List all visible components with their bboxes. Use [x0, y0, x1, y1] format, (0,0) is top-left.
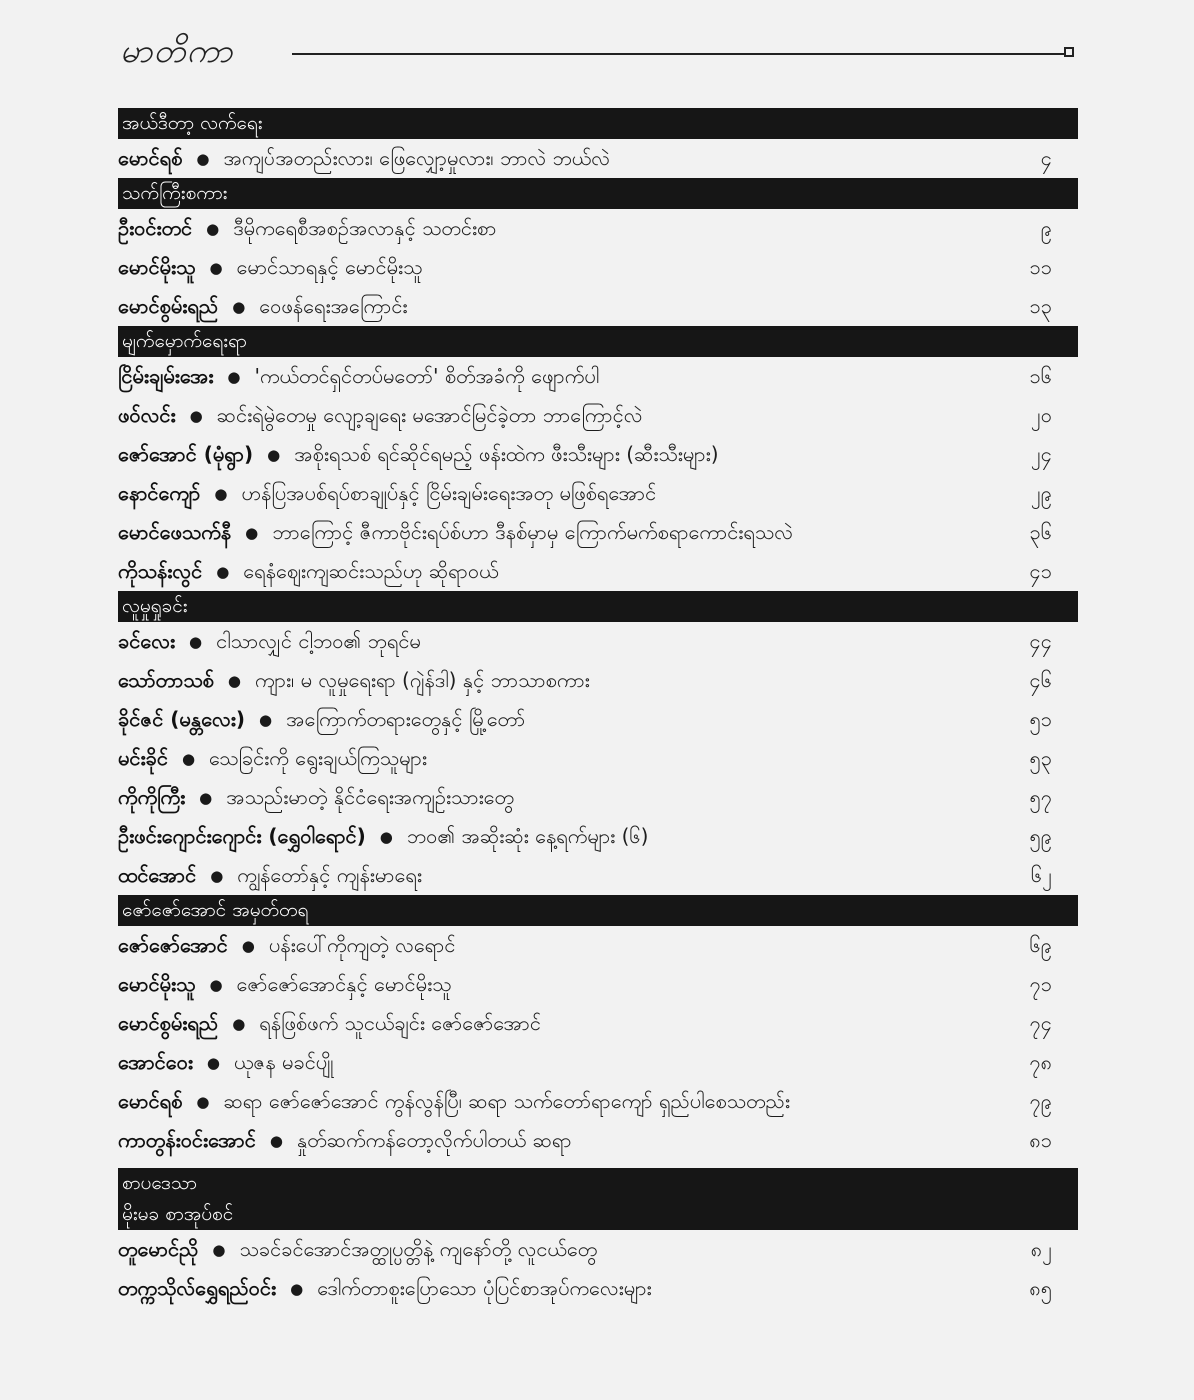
toc-entry[interactable] [118, 209, 1078, 248]
entry-author: ဇော်အောင် (မုံရွာ) [118, 442, 254, 466]
toc-entry[interactable] [118, 513, 1078, 552]
toc-entry[interactable] [118, 1230, 1078, 1269]
entry-page-number: ၈၂ [1030, 1237, 1052, 1261]
entry-title: ဆင်းရဲမွဲတေမှု လျော့ချရေး မအောင်မြင်ခဲ့တာ ဘာကြောင့်လဲ [216, 403, 643, 427]
entry-page-number: ၇၄ [1029, 1011, 1052, 1035]
entry-page-number: ၇၈ [1029, 1050, 1052, 1074]
entry-author: မောင်ရစ် [118, 146, 183, 170]
entry-author: မောင်မိုးသူ [118, 972, 196, 996]
bullet-icon: ● [209, 976, 223, 994]
entry-title: ငါသာလျှင် ငါ့ဘဝ၏ ဘုရင်မ [216, 629, 421, 653]
entry-page-number: ၅၉ [1029, 824, 1052, 848]
bullet-icon: ● [196, 150, 210, 168]
entry-title: ဝေဖန်ရေးအကြောင်း [259, 294, 408, 318]
toc-entry[interactable] [118, 1004, 1078, 1043]
entry-author: မောင်မိုးသူ [118, 255, 196, 279]
entry-title: ပန်းပေါ်ကိုကျတဲ့ လရောင် [268, 933, 456, 957]
bullet-icon: ● [210, 867, 224, 885]
entry-author: မောင်ဖေသက်နီ [118, 520, 232, 544]
toc-entry[interactable] [118, 396, 1078, 435]
toc-header [120, 26, 1076, 76]
entry-title: ဇော်ဇော်အောင်နှင့် မောင်မိုးသူ [236, 972, 452, 996]
toc-list [118, 108, 1078, 1308]
toc-entry[interactable] [118, 739, 1078, 778]
entry-title: ဆရာ ဇော်ဇော်အောင် ကွန်လွန်ပြီ၊ ဆရာ သက်တော်ရာကျော် ရှည်ပါစေသတည်း [223, 1089, 790, 1113]
entry-author: ခိုင်ဇင် (မန္တလေး) [118, 707, 246, 731]
entry-title: ရန်ဖြစ်ဖက် သူငယ်ချင်း ဇော်ဇော်အောင် [259, 1011, 541, 1035]
bullet-icon: ● [206, 220, 220, 238]
entry-title: အကြောက်တရားတွေနှင့် မြို့တော် [286, 707, 526, 731]
bullet-icon: ● [189, 407, 203, 425]
entry-title: ဒီမိုကရေစီအစဉ်အလာနှင့် သတင်းစာ [233, 216, 497, 240]
toc-entry[interactable] [118, 856, 1078, 895]
entry-author: မင်းခိုင် [118, 746, 168, 770]
entry-page-number: ၈၁ [1029, 1128, 1052, 1152]
section-header: လူမှုရှုခင်း [118, 591, 1078, 622]
toc-entry[interactable] [118, 552, 1078, 591]
entry-title: ဘဝ၏ အဆိုးဆုံး နေ့ရက်များ (၆) [406, 824, 649, 848]
entry-author: ခင်လေး [118, 629, 176, 653]
entry-page-number: ၄၄ [1029, 629, 1052, 653]
entry-author: မောင်ရစ် [118, 1089, 183, 1113]
toc-entry[interactable] [118, 965, 1078, 1004]
page-title: မာတိကာ [120, 31, 234, 70]
toc-entry[interactable] [118, 1043, 1078, 1082]
entry-title: မောင်သာရနှင့် မောင်မိုးသူ [236, 255, 423, 279]
entry-page-number: ၂၄ [1030, 442, 1052, 466]
section-header: သက်ကြီးစကား [118, 178, 1078, 209]
entry-author: တူမောင်ညို [118, 1237, 199, 1261]
bullet-icon: ● [212, 1241, 226, 1259]
title-rule [292, 53, 1064, 55]
bullet-icon: ● [269, 1132, 283, 1150]
entry-page-number: ၁၁ [1029, 255, 1052, 279]
entry-page-number: ၂၀ [1030, 403, 1052, 427]
entry-page-number: ၅၇ [1029, 785, 1052, 809]
bullet-icon: ● [245, 524, 259, 542]
entry-author: ထင်အောင် [118, 863, 197, 887]
entry-page-number: ၅၁ [1029, 707, 1052, 731]
entry-author: သော်တာသစ် [118, 668, 214, 692]
entry-title: အသည်းမာတဲ့ နိုင်ငံရေးအကျဉ်းသားတွေ [226, 785, 515, 809]
entry-author: ဇော်ဇော်အောင် [118, 933, 228, 957]
toc-entry[interactable] [118, 1121, 1078, 1160]
section-header: မျက်မှောက်ရေးရာ [118, 326, 1078, 357]
bullet-icon: ● [259, 711, 273, 729]
entry-author: တက္ကသိုလ်ရွှေရည်ဝင်း [118, 1276, 277, 1300]
toc-entry[interactable] [118, 287, 1078, 326]
entry-page-number: ၄၆ [1029, 668, 1052, 692]
entry-author: အောင်ဝေး [118, 1050, 193, 1074]
entry-author: ဦးဖင်းဂျောင်းဂျောင်း (ရွှေဝါရောင်) [118, 824, 366, 848]
bullet-icon: ● [214, 485, 228, 503]
bullet-icon: ● [189, 633, 203, 651]
entry-page-number: ၄၁ [1029, 559, 1052, 583]
toc-entry[interactable] [118, 248, 1078, 287]
entry-page-number: ၅၃ [1029, 746, 1052, 770]
entry-author: ကိုသန်းလွင် [118, 559, 203, 583]
entry-page-number: ၁၃ [1029, 294, 1052, 318]
bullet-icon: ● [209, 259, 223, 277]
bullet-icon: ● [227, 672, 242, 690]
bullet-icon: ● [196, 1093, 210, 1111]
entry-title: နှုတ်ဆက်ကန်တော့လိုက်ပါတယ် ဆရာ [296, 1128, 572, 1152]
entry-title: သခင်ခင်အောင်အတ္ထုပ္ပတ္တိနဲ့ ကျနော်တို့ လူငယ်တွေ [239, 1237, 598, 1261]
entry-title: ဘာကြောင့် ဇီကာဗိုင်းရပ်စ်ဟာ ဒီနစ်မှာမှ ကြောက်မက်စရာကောင်းရသလဲ [272, 520, 793, 544]
bullet-icon: ● [290, 1280, 304, 1298]
entry-title: သေခြင်းကို ရွေးချယ်ကြသူများ [209, 746, 427, 770]
toc-entry[interactable] [118, 474, 1078, 513]
entry-title: ရေနံဈေးကျဆင်းသည်ဟု ဆိုရာဝယ် [243, 559, 499, 583]
entry-page-number: ၇၉ [1029, 1089, 1052, 1113]
entry-page-number: ၁၆ [1029, 364, 1052, 388]
toc-entry[interactable] [118, 926, 1078, 965]
entry-author: မောင်စွမ်းရည် [118, 294, 219, 318]
bullet-icon: ● [227, 368, 241, 386]
entry-page-number: ၉ [1040, 216, 1052, 240]
entry-page-number: ၄ [1040, 146, 1052, 170]
bullet-icon: ● [199, 789, 213, 807]
entry-page-number: ၆၂ [1030, 863, 1052, 887]
toc-entry[interactable] [118, 435, 1078, 474]
toc-entry[interactable] [118, 817, 1078, 856]
entry-page-number: ၇၁ [1029, 972, 1052, 996]
bullet-icon: ● [206, 1054, 221, 1072]
section-header: အယ်ဒီတာ့ လက်ရေး [118, 108, 1078, 139]
entry-page-number: ၂၉ [1030, 481, 1052, 505]
section-header: မိုးမခ စာအုပ်စင် [118, 1199, 1078, 1230]
entry-title: ကျွန်တော်နှင့် ကျန်းမာရေး [237, 863, 422, 887]
toc-entry[interactable] [118, 357, 1078, 396]
bullet-icon: ● [241, 937, 255, 955]
entry-page-number: ၃၆ [1029, 520, 1052, 544]
entry-author: ငြိမ်းချမ်းအေး [118, 364, 214, 388]
toc-entry[interactable] [118, 778, 1078, 817]
entry-author: မောင်စွမ်းရည် [118, 1011, 219, 1035]
toc-entry[interactable] [118, 1082, 1078, 1121]
entry-title: ယုဇန မခင်ပျို [234, 1050, 334, 1074]
bullet-icon: ● [216, 563, 230, 581]
entry-title: ဟန်ပြအပစ်ရပ်စာချုပ်နှင့် ငြိမ်းချမ်းရေးအတု မဖြစ်ရအောင် [241, 481, 657, 505]
toc-entry[interactable] [118, 139, 1078, 178]
bullet-icon: ● [267, 446, 281, 464]
entry-title: 'ကယ်တင်ရှင်တပ်မတော်' စိတ်အခံကို ဖျောက်ပါ [254, 364, 600, 388]
entry-author: ကိုကိုကြီး [118, 785, 186, 809]
entry-title: အကျပ်အတည်းလား၊ ဖြေလျှော့မှုလား၊ ဘာလဲ ဘယ်လဲ [223, 146, 610, 170]
toc-entry[interactable] [118, 700, 1078, 739]
bullet-icon: ● [232, 298, 246, 316]
title-rule-end-square [1064, 47, 1074, 57]
entry-title: ကျား၊ မ လူမှုရေးရာ (ဂျဲန်ဒါ) နှင့် ဘာသာစကား [255, 668, 590, 692]
section-header: ဇော်ဇော်အောင် အမှတ်တရ [118, 895, 1078, 926]
bullet-icon: ● [379, 828, 393, 846]
bullet-icon: ● [181, 750, 196, 768]
entry-title: အစိုးရသစ် ရင်ဆိုင်ရမည့် ဖန်းထဲက ဖီးသီးများ (ဆီးသီးများ) [294, 442, 719, 466]
toc-entry[interactable] [118, 622, 1078, 661]
entry-page-number: ၆၉ [1029, 933, 1052, 957]
toc-entry[interactable] [118, 1269, 1078, 1308]
section-header: စာပဒေသာ [118, 1168, 1078, 1199]
entry-author: ကာတွန်းဝင်းအောင် [118, 1128, 256, 1152]
entry-title: ဒေါက်တာစူးပြောသော ပုံပြင်စာအုပ်ကလေးများ [317, 1276, 652, 1300]
toc-entry[interactable] [118, 661, 1078, 700]
entry-author: ဖဝ်လင်း [118, 403, 176, 427]
entry-page-number: ၈၅ [1029, 1276, 1052, 1300]
entry-author: နောင်ကျော် [118, 481, 201, 505]
bullet-icon: ● [232, 1015, 246, 1033]
entry-author: ဦးဝင်းတင် [118, 216, 193, 240]
